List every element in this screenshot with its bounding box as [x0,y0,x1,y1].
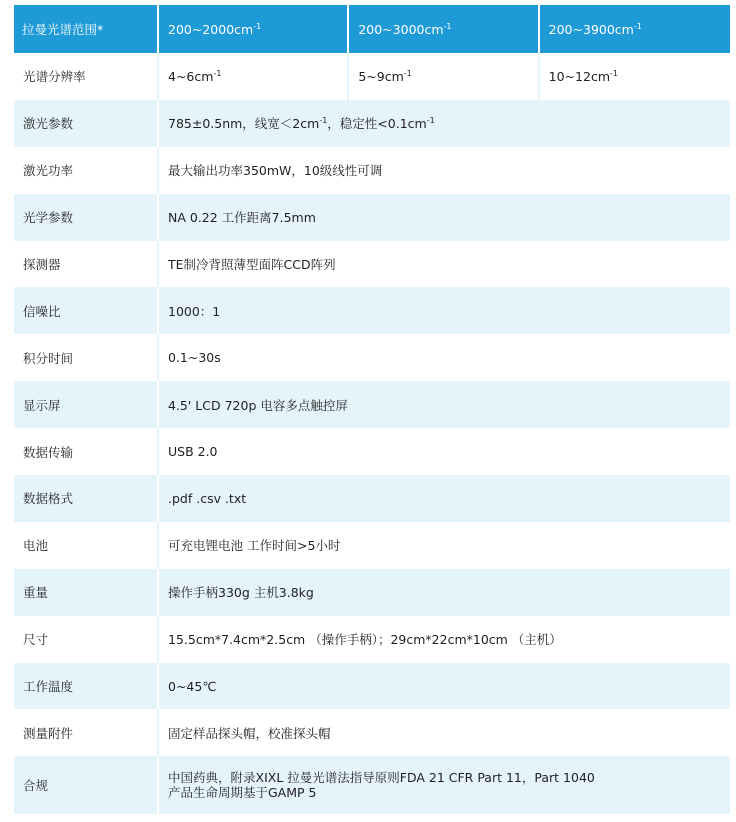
table-row [14,241,730,288]
table-row [14,756,730,814]
row-value: 0.1~30s [159,334,730,381]
table-row [14,569,730,616]
row-value: 可充电锂电池 工作时间>5小时 [159,522,730,569]
row-label: 激光功率 [14,147,159,194]
header-range-3: $200\sim 3900cm^{-1}$ [540,5,730,53]
row-label: 数据格式 [14,475,159,522]
row-label: 显示屏 [14,381,159,428]
table-row [14,100,730,147]
table-row [14,709,730,756]
table-row [14,522,730,569]
table-row [14,381,730,428]
resolution-value-2: $5\sim 9cm^{-1}$ [349,53,539,100]
row-value: TE制冷背照薄型面阵CCD阵列 [159,241,730,288]
row-label: 积分时间 [14,334,159,381]
table-row [14,334,730,381]
row-label: 工作温度 [14,663,159,710]
table-row [14,147,730,194]
header-range-1: $200\sim 2000cm^{-1}$ [159,5,349,53]
row-label: 数据传输 [14,428,159,475]
table-row [14,475,730,522]
row-label: 电池 [14,522,159,569]
header-range-2: $200\sim 3000cm^{-1}$ [349,5,539,53]
row-value: 15.5cm*7.4cm*2.5cm （操作手柄）；29cm*22cm*10cm （主机） [159,616,730,663]
row-value: 固定样品探头帽，校准探头帽 [159,709,730,756]
table-row [14,53,730,100]
row-label: 重量 [14,569,159,616]
table-row [14,428,730,475]
header-row [14,5,730,53]
row-label: 信噪比 [14,287,159,334]
compliance-value: 中国药典，附录XIXL 拉曼光谱法指导原则FDA 21 CFR Part 11，Part 1040 产品生命周期基于GAMP 5 [159,756,730,814]
header-label: 拉曼光谱范围* [14,5,159,53]
row-label: 激光参数 [14,100,159,147]
row-value: 0~45℃ [159,663,730,710]
table-row [14,194,730,241]
row-label: 光学参数 [14,194,159,241]
row-label: 合规 [14,756,159,814]
row-value: 最大输出功率350mW，10级线性可调 [159,147,730,194]
row-value: 1000：1 [159,287,730,334]
laser-params-value: 785±0.5nm，线宽$<2cm^{-1}$，稳定性$<0.1cm^{-1}$ [159,100,730,147]
row-value: 4.5' LCD 720p 电容多点触控屏 [159,381,730,428]
specification-table [14,5,730,814]
row-label: 探测器 [14,241,159,288]
row-label: 光谱分辨率 [14,53,159,100]
row-label: 尺寸 [14,616,159,663]
row-label: 测量附件 [14,709,159,756]
row-value: NA 0.22 工作距离7.5mm [159,194,730,241]
row-value: USB 2.0 [159,428,730,475]
row-value: 操作手柄330g 主机3.8kg [159,569,730,616]
row-value: .pdf .csv .txt [159,475,730,522]
table-row [14,663,730,710]
resolution-value-3: $10\sim 12cm^{-1}$ [540,53,730,100]
table-row [14,287,730,334]
resolution-value-1: $4\sim 6cm^{-1}$ [159,53,349,100]
table-row [14,616,730,663]
